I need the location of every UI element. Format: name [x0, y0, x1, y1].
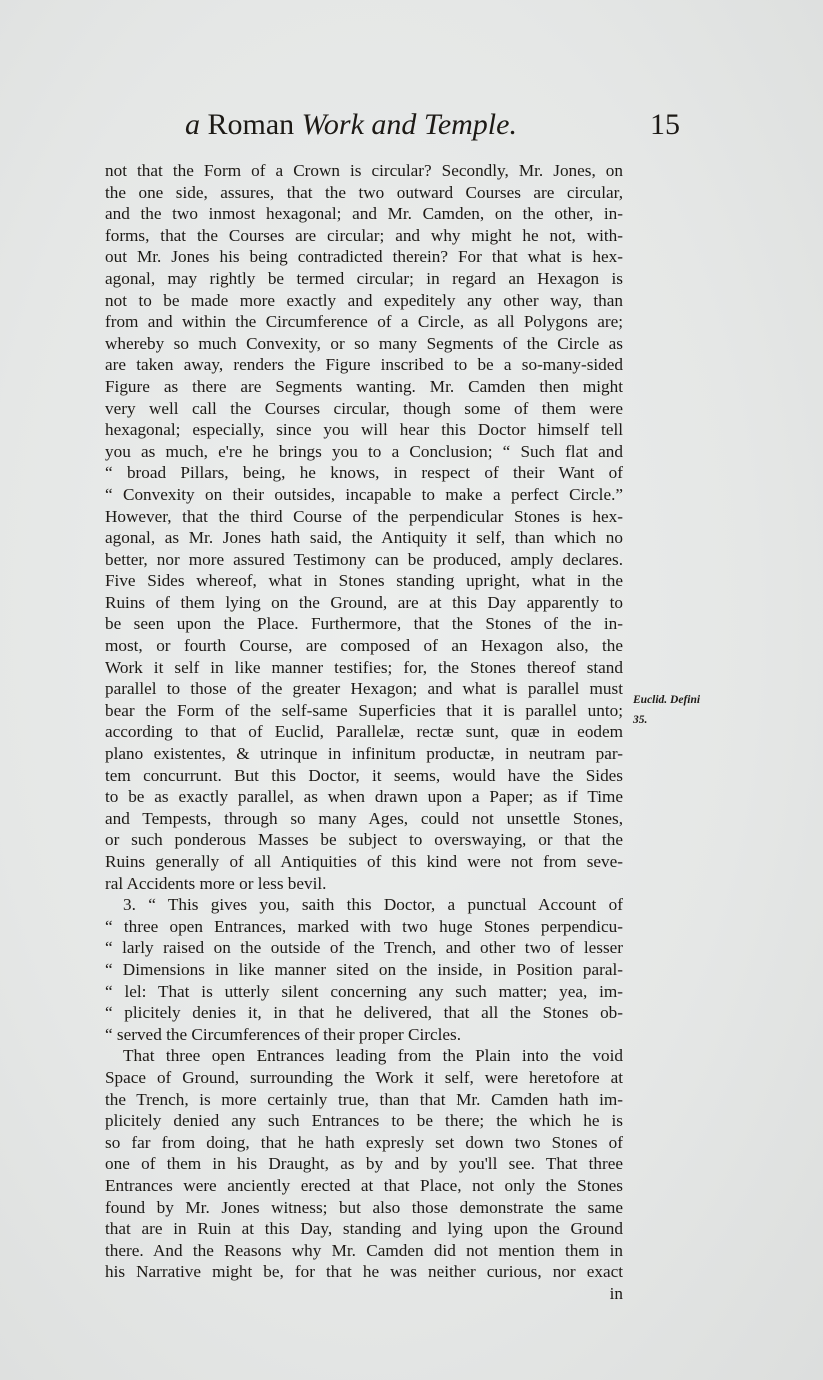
body-text [105, 160, 623, 1304]
text-line: the one side, assures, that the two outward Courses are circular, [105, 182, 623, 202]
text-line: and Tempests, through so many Ages, could not unsettle Stones, [105, 808, 623, 828]
text-line: most, or fourth Course, are composed of an Hexagon also, the [105, 636, 623, 656]
text-line: forms, that the Courses are circular; and why might he not, with- [105, 225, 623, 245]
page-number: 15 [650, 108, 680, 141]
text-line: not to be made more exactly and expeditely any other way, than [105, 290, 623, 310]
text-line: better, nor more assured Testimony can be produced, amply declares. [105, 549, 623, 569]
text-line: “ broad Pillars, being, he knows, in respect of their Want of [105, 463, 623, 483]
margin-note-euclid: Euclid. Defini [633, 694, 701, 706]
text-line: that are in Ruin at this Day, standing and lying upon the Ground [105, 1219, 623, 1239]
text-line: and the two inmost hexagonal; and Mr. Camden, on the other, in- [105, 204, 623, 224]
text-line: agonal, may rightly be termed circular; in regard an Hexagon is [105, 268, 623, 288]
text-line: ral Accidents more or less bevil. [105, 873, 327, 893]
text-line: Figure as there are Segments wanting. Mr. Camden then might [105, 376, 623, 396]
title-part-a: a [185, 108, 200, 141]
text-line: Work it self in like manner testifies; for, the Stones thereof stand [105, 657, 623, 677]
text-line: be seen upon the Place. Furthermore, that the Stones of the in- [105, 614, 623, 634]
title-part-c: Work and Temple. [301, 108, 517, 141]
text-line: Ruins of them lying on the Ground, are at this Day apparently to [105, 592, 623, 612]
text-line: parallel to those of the greater Hexagon; and what is parallel must [105, 679, 623, 699]
text-line: However, that the third Course of the perpendicular Stones is hex- [105, 506, 623, 526]
text-line: found by Mr. Jones witness; but also those demonstrate the same [105, 1197, 623, 1217]
text-line: “ three open Entrances, marked with two huge Stones perpendicu- [105, 916, 623, 936]
text-line: are taken away, renders the Figure inscribed to be a so-many-sided [105, 355, 623, 375]
text-line: tem concurrunt. But this Doctor, it seems, would have the Sides [105, 765, 623, 785]
text-line: Entrances were anciently erected at that Place, not only the Stones [105, 1175, 623, 1195]
text-line: the Trench, is more certainly true, than that Mr. Camden hath im- [105, 1089, 623, 1109]
text-line: not that the Form of a Crown is circular? Secondly, Mr. Jones, on [105, 161, 623, 180]
text-line: very well call the Courses circular, though some of them were [105, 398, 623, 418]
text-line: so far from doing, that he hath expresly set down two Stones of [105, 1132, 623, 1152]
text-line: to be as exactly parallel, as when drawn upon a Paper; as if Time [105, 787, 623, 807]
title-part-b: Roman [200, 108, 302, 141]
text-line: 3. “ This gives you, saith this Doctor, a punctual Account of [123, 895, 623, 915]
page-header [0, 108, 823, 148]
text-line: Ruins generally of all Antiquities of this kind were not from seve- [105, 852, 623, 871]
text-line: from and within the Circumference of a Circle, as all Polygons are; [105, 312, 623, 332]
text-line: “ larly raised on the outside of the Trench, and other two of lesser [105, 938, 623, 958]
text-line: agonal, as Mr. Jones hath said, the Antiquity it self, than which no [105, 528, 623, 548]
text-line: “ served the Circumferences of their proper Circles. [105, 1024, 462, 1044]
text-line: plicitely denied any such Entrances to be there; the which he is [105, 1111, 623, 1131]
text-line: “ Convexity on their outsides, incapable to make a perfect Circle.” [105, 484, 623, 504]
text-line: Space of Ground, surrounding the Work it self, were heretofore at [105, 1067, 623, 1087]
margin-note-number: 35. [633, 714, 648, 726]
text-line: bear the Form of the self-same Superficies that it is parallel unto; [105, 700, 623, 720]
text-line: “ Dimensions in like manner sited on the inside, in Position paral- [105, 959, 623, 979]
text-line: Five Sides whereof, what in Stones standing upright, what in the [105, 571, 623, 591]
text-line: “ plicitely denies it, in that he delivered, that all the Stones ob- [105, 1003, 623, 1023]
text-line: his Narrative might be, for that he was neither curious, nor exact [105, 1262, 623, 1282]
text-line: whereby so much Convexity, or so many Segments of the Circle as [105, 333, 623, 353]
text-line: That three open Entrances leading from the Plain into the void [123, 1046, 623, 1066]
catchword: in [609, 1283, 623, 1303]
text-line: plano existentes, & utrinque in infinitum productæ, in neutram par- [105, 744, 623, 764]
text-line: hexagonal; especially, since you will hear this Doctor himself tell [105, 420, 623, 440]
text-line: or such ponderous Masses be subject to overswaying, or that the [105, 830, 623, 850]
text-line: you as much, e're he brings you to a Conclusion; “ Such flat and [105, 441, 623, 461]
text-line: one of them in his Draught, as by and by you'll see. That three [105, 1154, 623, 1174]
running-title [185, 108, 517, 142]
text-line: there. And the Reasons why Mr. Camden did not mention them in [105, 1240, 623, 1260]
text-line: out Mr. Jones his being contradicted therein? For that what is hex- [105, 247, 623, 267]
text-line: “ lel: That is utterly silent concerning any such matter; yea, im- [105, 981, 623, 1001]
text-line: according to that of Euclid, Parallelæ, rectæ sunt, quæ in eodem [105, 722, 623, 742]
